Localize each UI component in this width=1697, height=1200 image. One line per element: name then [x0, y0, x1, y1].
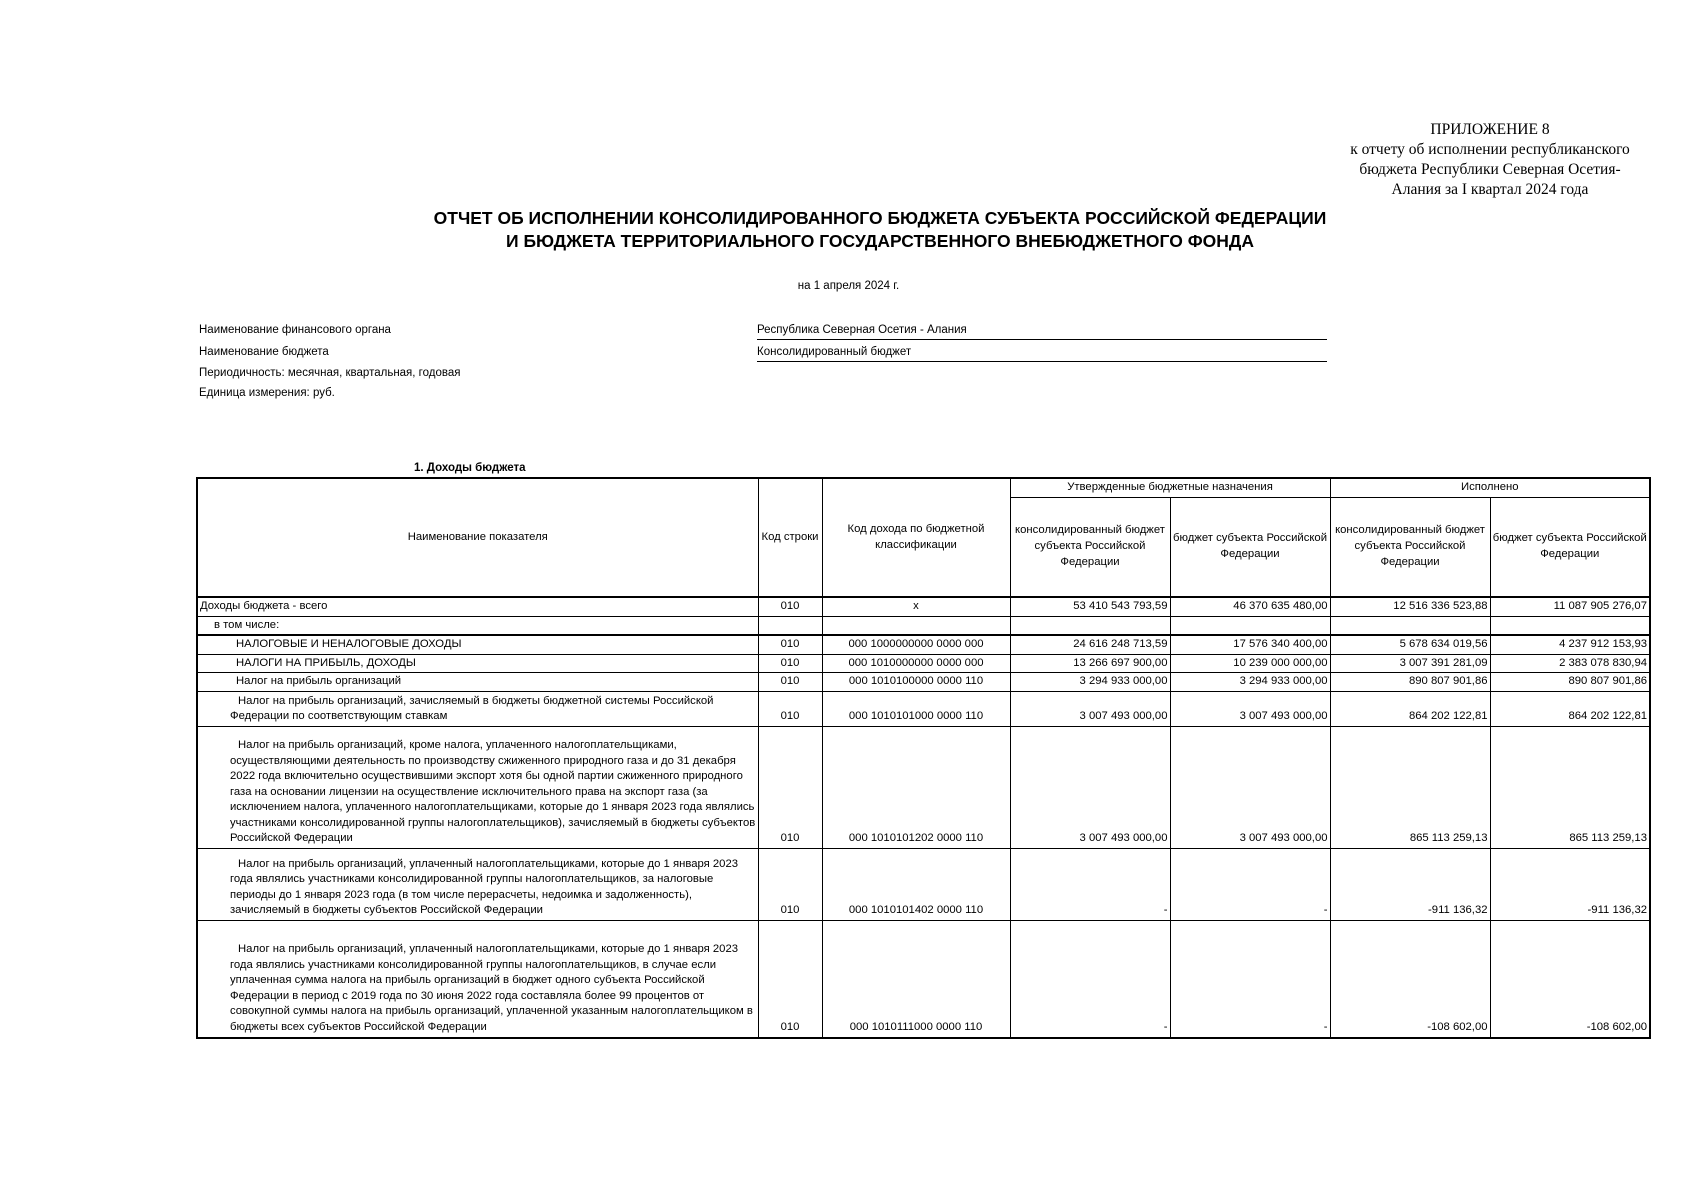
executed-consolidated: 890 807 901,86 [1330, 673, 1490, 692]
header-approved: Утвержденные бюджетные назначения [1010, 478, 1330, 497]
table-row [197, 654, 1650, 673]
periodicity-label: Периодичность: месячная, квартальная, годовая [199, 367, 461, 379]
approved-consolidated: - [1010, 921, 1170, 1038]
approved-subject: 46 370 635 480,00 [1170, 597, 1330, 616]
report-title [360, 207, 1400, 253]
table-row [197, 673, 1650, 692]
table-row [197, 727, 1650, 849]
row-name: НАЛОГИ НА ПРИБЫЛЬ, ДОХОДЫ [197, 654, 758, 673]
row-code: 010 [758, 849, 822, 921]
row-code [758, 616, 822, 635]
table-row [197, 849, 1650, 921]
executed-consolidated: 5 678 634 019,56 [1330, 635, 1490, 654]
header-row-code: Код строки [758, 478, 822, 597]
executed-subject: 4 237 912 153,93 [1490, 635, 1650, 654]
header-approved-subject: бюджет субъекта Российской Федерации [1170, 497, 1330, 597]
row-code: 010 [758, 635, 822, 654]
header-executed-consolidated: консолидированный бюджет субъекта Российской Федерации [1330, 497, 1490, 597]
row-code: 010 [758, 727, 822, 849]
row-name: Налог на прибыль организаций, уплаченный налогоплательщиками, которые до 1 января 2023 года являлись участниками консолидированной группы налогоплательщиков, в случае если уплаченная сумма налога на прибыль организаций в бюджет одного субъекта Российской Федерации в период с 2019 года по 30 июня 2022 года составляла более 99 процентов от совокупной суммы налога на прибыль организаций, уплаченной указанным налогоплательщиком в бюджеты всех субъектов Российской Федерации [197, 921, 758, 1038]
report-date: на 1 апреля 2024 г. [797, 280, 900, 292]
appendix-note [1320, 120, 1660, 200]
approved-consolidated: 3 294 933 000,00 [1010, 673, 1170, 692]
unit-label: Единица измерения: руб. [199, 387, 335, 399]
fin-org-label: Наименование финансового органа [199, 324, 391, 336]
title-line: И БЮДЖЕТА ТЕРРИТОРИАЛЬНОГО ГОСУДАРСТВЕННОГО ВНЕБЮДЖЕТНОГО ФОНДА [506, 231, 1254, 251]
row-code: 010 [758, 597, 822, 616]
executed-subject: 11 087 905 276,07 [1490, 597, 1650, 616]
approved-subject: - [1170, 921, 1330, 1038]
header-approved-consolidated: консолидированный бюджет субъекта Российской Федерации [1010, 497, 1170, 597]
approved-subject: 10 239 000 000,00 [1170, 654, 1330, 673]
header-executed: Исполнено [1330, 478, 1650, 497]
executed-consolidated: -911 136,32 [1330, 849, 1490, 921]
row-code: 010 [758, 921, 822, 1038]
row-name: Налог на прибыль организаций, кроме налога, уплаченного налогоплательщиками, осуществляющими деятельность по производству сжиженного природного газа и до 31 декабря 2022 года включительно осуществившими экспорт хотя бы одной партии сжиженного природного газа на основании лицензии на осуществление исключительного права на экспорт газа (за исключением налога, уплаченного налогоплательщиками, которые до 1 января 2023 года являлись участниками консолидированной группы налогоплательщиков), зачисляемый в бюджеты субъектов Российской Федерации [197, 727, 758, 849]
approved-consolidated: 3 007 493 000,00 [1010, 727, 1170, 849]
budget-label: Наименование бюджета [199, 346, 329, 358]
approved-subject [1170, 616, 1330, 635]
executed-subject: 890 807 901,86 [1490, 673, 1650, 692]
income-table [196, 477, 1651, 1039]
row-code: 010 [758, 673, 822, 692]
appendix-line: Алания за I квартал 2024 года [1391, 181, 1589, 198]
row-name: Доходы бюджета - всего [197, 597, 758, 616]
header-income-code: Код дохода по бюджетной классификации [822, 478, 1010, 597]
approved-subject: 3 007 493 000,00 [1170, 727, 1330, 849]
row-name: Налог на прибыль организаций, уплаченный налогоплательщиками, которые до 1 января 2023 года являлись участниками консолидированной группы налогоплательщиков, за налоговые периоды до 1 января 2023 года (в том числе перерасчеты, недоимка и задолженность), зачисляемый в бюджеты субъектов Российской Федерации [197, 849, 758, 921]
table-row [197, 597, 1650, 616]
header-executed-subject: бюджет субъекта Российской Федерации [1490, 497, 1650, 597]
appendix-line: к отчету об исполнении республиканского [1350, 141, 1630, 158]
approved-consolidated: 3 007 493 000,00 [1010, 692, 1170, 727]
executed-consolidated: 12 516 336 523,88 [1330, 597, 1490, 616]
executed-consolidated: 3 007 391 281,09 [1330, 654, 1490, 673]
table-row [197, 635, 1650, 654]
income-code: 000 1000000000 0000 000 [822, 635, 1010, 654]
executed-consolidated: -108 602,00 [1330, 921, 1490, 1038]
executed-subject: 865 113 259,13 [1490, 727, 1650, 849]
appendix-line: бюджета Республики Северная Осетия- [1359, 161, 1621, 178]
approved-subject: 17 576 340 400,00 [1170, 635, 1330, 654]
income-code: 000 1010101402 0000 110 [822, 849, 1010, 921]
approved-subject: 3 007 493 000,00 [1170, 692, 1330, 727]
approved-subject: - [1170, 849, 1330, 921]
income-code: 000 1010000000 0000 000 [822, 654, 1010, 673]
row-name: Налог на прибыль организаций, зачисляемый в бюджеты бюджетной системы Российской Федерации по соответствующим ставкам [197, 692, 758, 727]
budget-value: Консолидированный бюджет [757, 346, 1327, 362]
executed-subject: 864 202 122,81 [1490, 692, 1650, 727]
income-code: 000 1010100000 0000 110 [822, 673, 1010, 692]
table-row [197, 616, 1650, 635]
section-title: 1. Доходы бюджета [414, 462, 526, 474]
row-name: НАЛОГОВЫЕ И НЕНАЛОГОВЫЕ ДОХОДЫ [197, 635, 758, 654]
executed-subject: -911 136,32 [1490, 849, 1650, 921]
table-row [197, 692, 1650, 727]
executed-subject [1490, 616, 1650, 635]
header-name: Наименование показателя [197, 478, 758, 597]
executed-consolidated [1330, 616, 1490, 635]
executed-consolidated: 864 202 122,81 [1330, 692, 1490, 727]
table-row [197, 921, 1650, 1038]
approved-subject: 3 294 933 000,00 [1170, 673, 1330, 692]
executed-subject: 2 383 078 830,94 [1490, 654, 1650, 673]
approved-consolidated: - [1010, 849, 1170, 921]
row-code: 010 [758, 692, 822, 727]
title-line: ОТЧЕТ ОБ ИСПОЛНЕНИИ КОНСОЛИДИРОВАННОГО БЮДЖЕТА СУБЪЕКТА РОССИЙСКОЙ ФЕДЕРАЦИИ [433, 208, 1327, 228]
row-code: 010 [758, 654, 822, 673]
income-code: 000 1010101202 0000 110 [822, 727, 1010, 849]
income-code: x [822, 597, 1010, 616]
fin-org-value: Республика Северная Осетия - Алания [757, 324, 1327, 340]
approved-consolidated: 13 266 697 900,00 [1010, 654, 1170, 673]
approved-consolidated: 24 616 248 713,59 [1010, 635, 1170, 654]
executed-consolidated: 865 113 259,13 [1330, 727, 1490, 849]
executed-subject: -108 602,00 [1490, 921, 1650, 1038]
income-code [822, 616, 1010, 635]
approved-consolidated [1010, 616, 1170, 635]
row-name: Налог на прибыль организаций [197, 673, 758, 692]
appendix-line: ПРИЛОЖЕНИЕ 8 [1430, 121, 1550, 138]
approved-consolidated: 53 410 543 793,59 [1010, 597, 1170, 616]
income-code: 000 1010111000 0000 110 [822, 921, 1010, 1038]
row-name: в том числе: [197, 616, 758, 635]
income-code: 000 1010101000 0000 110 [822, 692, 1010, 727]
